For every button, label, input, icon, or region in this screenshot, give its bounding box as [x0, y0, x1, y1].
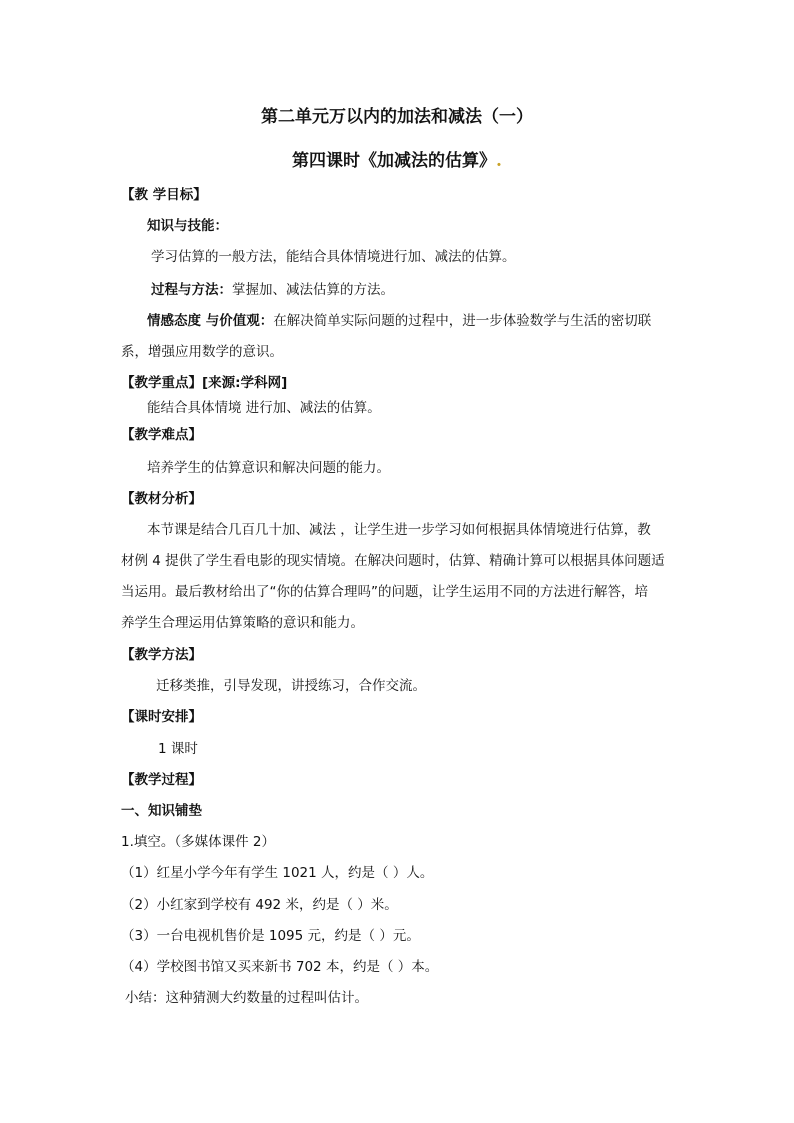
lesson-title-text: 第四课时《加减法的估算》 — [292, 151, 497, 171]
question-item: （3）一台电视机售价是 1095 元，约是（ ）元。 — [121, 928, 420, 944]
methods-heading: 【教学方法】 — [121, 647, 202, 663]
emotion-text-1: 在解决简单实际问题的过程中，进一步体验数学与生活的密切联 — [273, 313, 652, 329]
key-points-heading: 【教学重点】[来源:学科网] — [121, 375, 288, 391]
analysis-heading: 【教材分析】 — [121, 491, 202, 507]
emotion-goal — [147, 312, 651, 330]
analysis-line: 当运用。最后教材给出了“你的估算合理吗”的问题，让学生运用不同的方法进行解答，培 — [121, 584, 648, 600]
process-text: 掌握加、减法估算的方法。 — [232, 282, 394, 298]
lesson-title — [0, 150, 794, 172]
section-knowledge-prep: 一、知识铺垫 — [121, 803, 202, 819]
question-item: （1）红星小学今年有学生 1021 人，约是（ ）人。 — [121, 865, 434, 881]
fill-blank-intro: 1.填空。（多媒体课件 2） — [121, 834, 276, 850]
knowledge-label: 知识与技能： — [147, 218, 228, 234]
emotion-text-2: 系，增强应用数学的意识。 — [121, 344, 283, 360]
difficulties-heading: 【教学难点】 — [121, 427, 202, 443]
document-title: 第二单元万以内的加法和减法（一） — [261, 107, 533, 127]
analysis-line: 养学生合理运用估算策略的意识和能力。 — [121, 615, 364, 631]
difficulties-text: 培养学生的估算意识和解决问题的能力。 — [147, 460, 390, 476]
process-label: 过程与方法： — [151, 282, 232, 298]
lesson-title-dot: . — [496, 151, 502, 171]
schedule-heading: 【课时安排】 — [121, 709, 202, 725]
question-item: （2）小红家到学校有 492 米，约是（ ）米。 — [121, 897, 398, 913]
question-item: （4）学校图书馆又买来新书 702 本，约是（ ）本。 — [121, 959, 439, 975]
process-goal — [151, 281, 394, 299]
analysis-line: 材例 4 提供了学生看电影的现实情境。在解决问题时，估算、精确计算可以根据具体问题适 — [121, 553, 665, 569]
emotion-label: 情感态度 与价值观： — [147, 313, 274, 329]
goals-heading: 【教 学目标】 — [121, 187, 207, 203]
process-heading: 【教学过程】 — [121, 772, 202, 788]
analysis-line: 本节课是结合几百几十加、减法 ，让学生进一步学习如何根据具体情境进行估算，教 — [147, 522, 651, 538]
summary-text: 小结：这种猜测大约数量的过程叫估计。 — [125, 990, 368, 1006]
methods-text: 迁移类推，引导发现，讲授练习，合作交流。 — [156, 678, 426, 694]
knowledge-text: 学习估算的一般方法，能结合具体情境进行加、减法的估算。 — [151, 249, 516, 265]
schedule-text: 1 课时 — [158, 741, 198, 757]
key-points-text: 能结合具体情境 进行加、减法的估算。 — [147, 400, 381, 416]
